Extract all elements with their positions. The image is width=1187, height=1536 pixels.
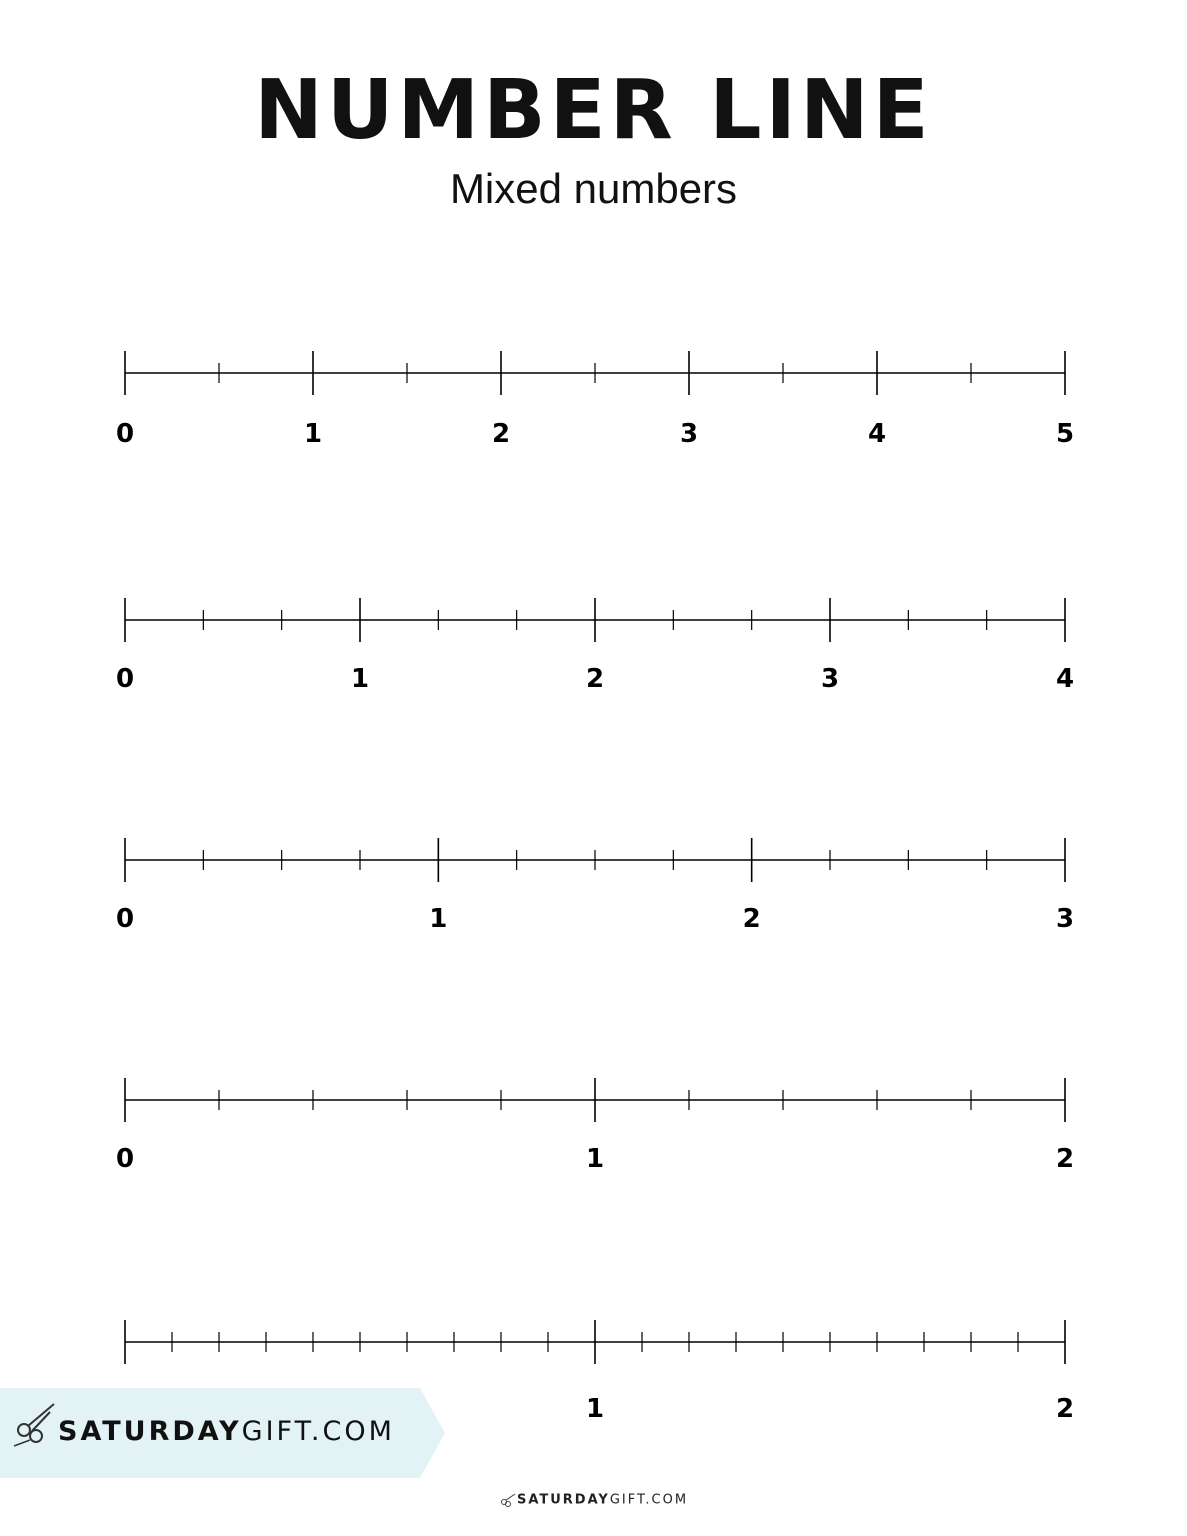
footer-scissors-icon xyxy=(499,1493,517,1507)
tick-label: 2 xyxy=(1055,1144,1075,1174)
footer-brand-bold: SATURDAY xyxy=(516,1492,610,1508)
tick-label: 2 xyxy=(585,664,605,694)
number-line-1 xyxy=(116,351,1074,449)
worksheet-title: NUMBER LINE xyxy=(254,63,933,158)
number-line-3 xyxy=(116,838,1074,934)
tick-label: 3 xyxy=(1055,904,1075,934)
tick-label: 1 xyxy=(585,1394,605,1424)
footer-brand xyxy=(0,1493,1187,1507)
tick-label: 3 xyxy=(679,419,699,449)
tick-label: 4 xyxy=(1055,664,1075,694)
brand-banner-light: GIFT.COM xyxy=(241,1416,395,1447)
number-line-4 xyxy=(116,1078,1074,1174)
tick-label: 0 xyxy=(115,904,135,934)
tick-label: 5 xyxy=(1055,419,1075,449)
number-line-2 xyxy=(116,598,1074,694)
tick-label: 0 xyxy=(115,419,135,449)
tick-label: 3 xyxy=(820,664,840,694)
brand-banner-text xyxy=(58,1418,395,1445)
tick-label: 1 xyxy=(303,419,323,449)
footer-brand-light: GIFT.COM xyxy=(609,1492,689,1508)
tick-label: 0 xyxy=(115,664,135,694)
tick-label: 0 xyxy=(115,1144,135,1174)
scissors-icon xyxy=(10,1400,60,1450)
tick-label: 2 xyxy=(742,904,761,934)
tick-label: 2 xyxy=(491,419,511,449)
tick-label: 1 xyxy=(429,904,448,934)
brand-banner-bold: SATURDAY xyxy=(58,1416,242,1447)
tick-label: 4 xyxy=(867,419,887,449)
tick-label: 1 xyxy=(585,1144,605,1174)
tick-label: 1 xyxy=(350,664,370,694)
worksheet-subtitle: Mixed numbers xyxy=(449,165,738,212)
tick-label: 2 xyxy=(1055,1394,1075,1424)
